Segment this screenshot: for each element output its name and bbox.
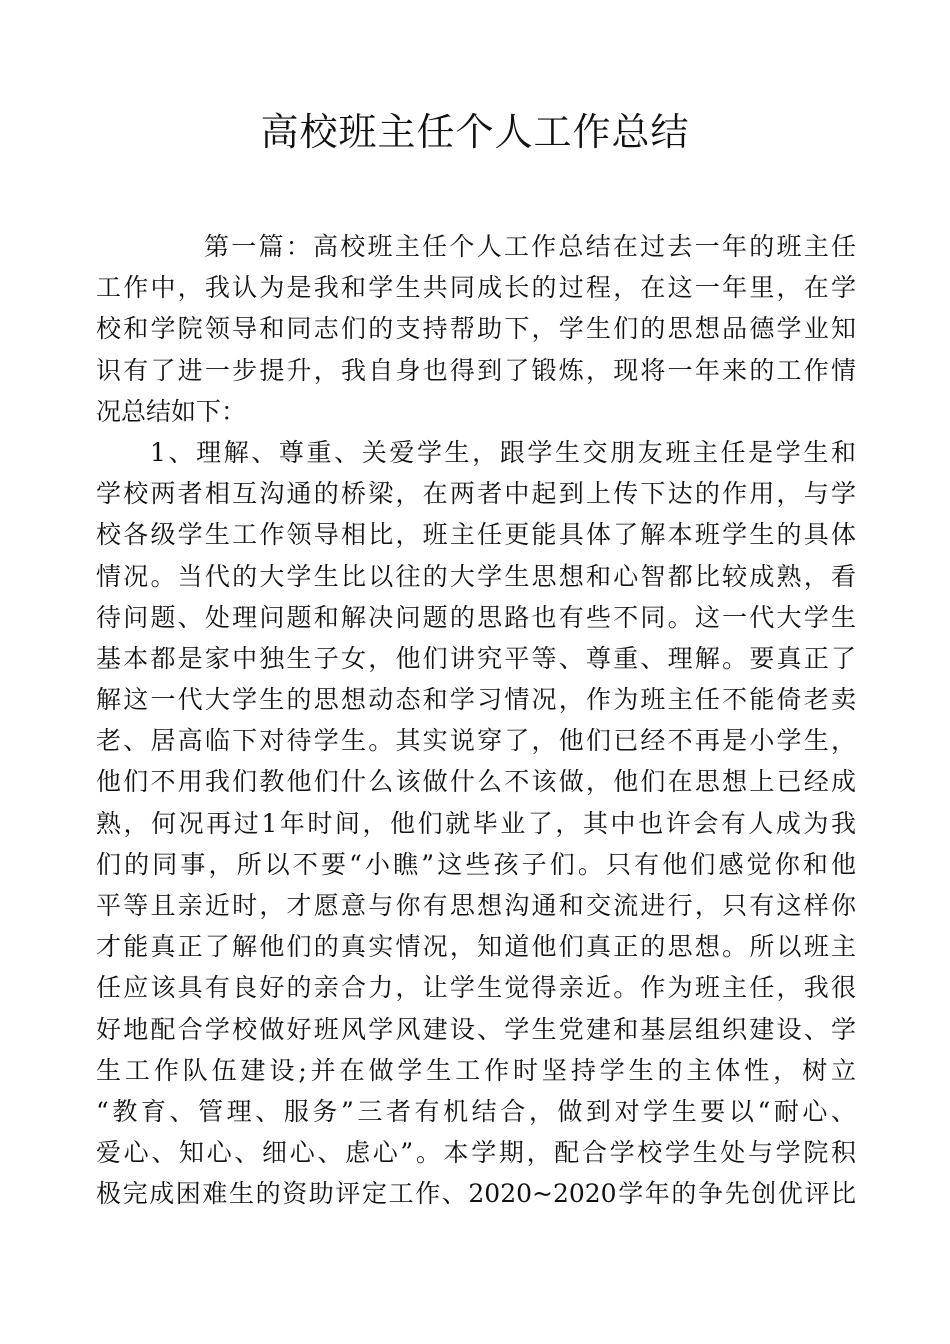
body-line: 爱心、知心、细心、虑心”。本学期，配合学校学生处与学院积 [96,1138,856,1168]
document-body [96,226,856,1215]
body-line: 情况。当代的大学生比以往的大学生思想和心智都比较成熟，看 [96,561,856,591]
body-line: 任应该具有良好的亲合力，让学生觉得亲近。作为班主任，我很 [96,973,856,1003]
body-line: 解这一代大学生的思想动态和学习情况，作为班主任不能倚老卖 [96,685,856,715]
body-line: 老、居高临下对待学生。其实说穿了，他们已经不再是小学生， [96,726,856,756]
body-line: 工作中，我认为是我和学生共同成长的过程，在这一年里，在学 [96,273,856,303]
body-line: 熟，何况再过1年时间，他们就毕业了，其中也许会有人成为我 [96,808,856,838]
document-title: 高校班主任个人工作总结 [260,110,690,154]
body-line: 校和学院领导和同志们的支持帮助下，学生们的思想品德学业知 [96,314,856,344]
body-line: 基本都是家中独生子女，他们讲究平等、尊重、理解。要真正了 [96,643,856,673]
body-line: 才能真正了解他们的真实情况，知道他们真正的思想。所以班主 [96,932,856,962]
body-line: 极完成困难生的资助评定工作、2020~2020学年的争先创优评比 [96,1179,856,1209]
body-line: 1、理解、尊重、关爱学生，跟学生交朋友班主任是学生和 [150,437,856,467]
body-line: “教育、管理、服务”三者有机结合，做到对学生要以“耐心、 [96,1096,856,1126]
body-line: 他们不用我们教他们什么该做什么不该做，他们在思想上已经成 [96,767,856,797]
body-line: 校各级学生工作领导相比，班主任更能具体了解本班学生的具体 [96,520,856,550]
body-line: 生工作队伍建设;并在做学生工作时坚持学生的主体性，树立 [96,1055,856,1085]
body-line: 待问题、处理问题和解决问题的思路也有些不同。这一代大学生 [96,602,856,632]
body-line: 好地配合学校做好班风学风建设、学生党建和基层组织建设、学 [96,1014,856,1044]
body-line: 学校两者相互沟通的桥梁，在两者中起到上传下达的作用，与学 [96,479,856,509]
body-line: 平等且亲近时，才愿意与你有思想沟通和交流进行，只有这样你 [96,891,856,920]
body-line: 们的同事，所以不要“小瞧”这些孩子们。只有他们感觉你和他 [96,849,856,879]
body-line: 第一篇：高校班主任个人工作总结在过去一年的班主任 [204,232,856,261]
body-line: 况总结如下： [96,396,247,426]
body-line: 识有了进一步提升，我自身也得到了锻炼，现将一年来的工作情 [96,355,856,385]
